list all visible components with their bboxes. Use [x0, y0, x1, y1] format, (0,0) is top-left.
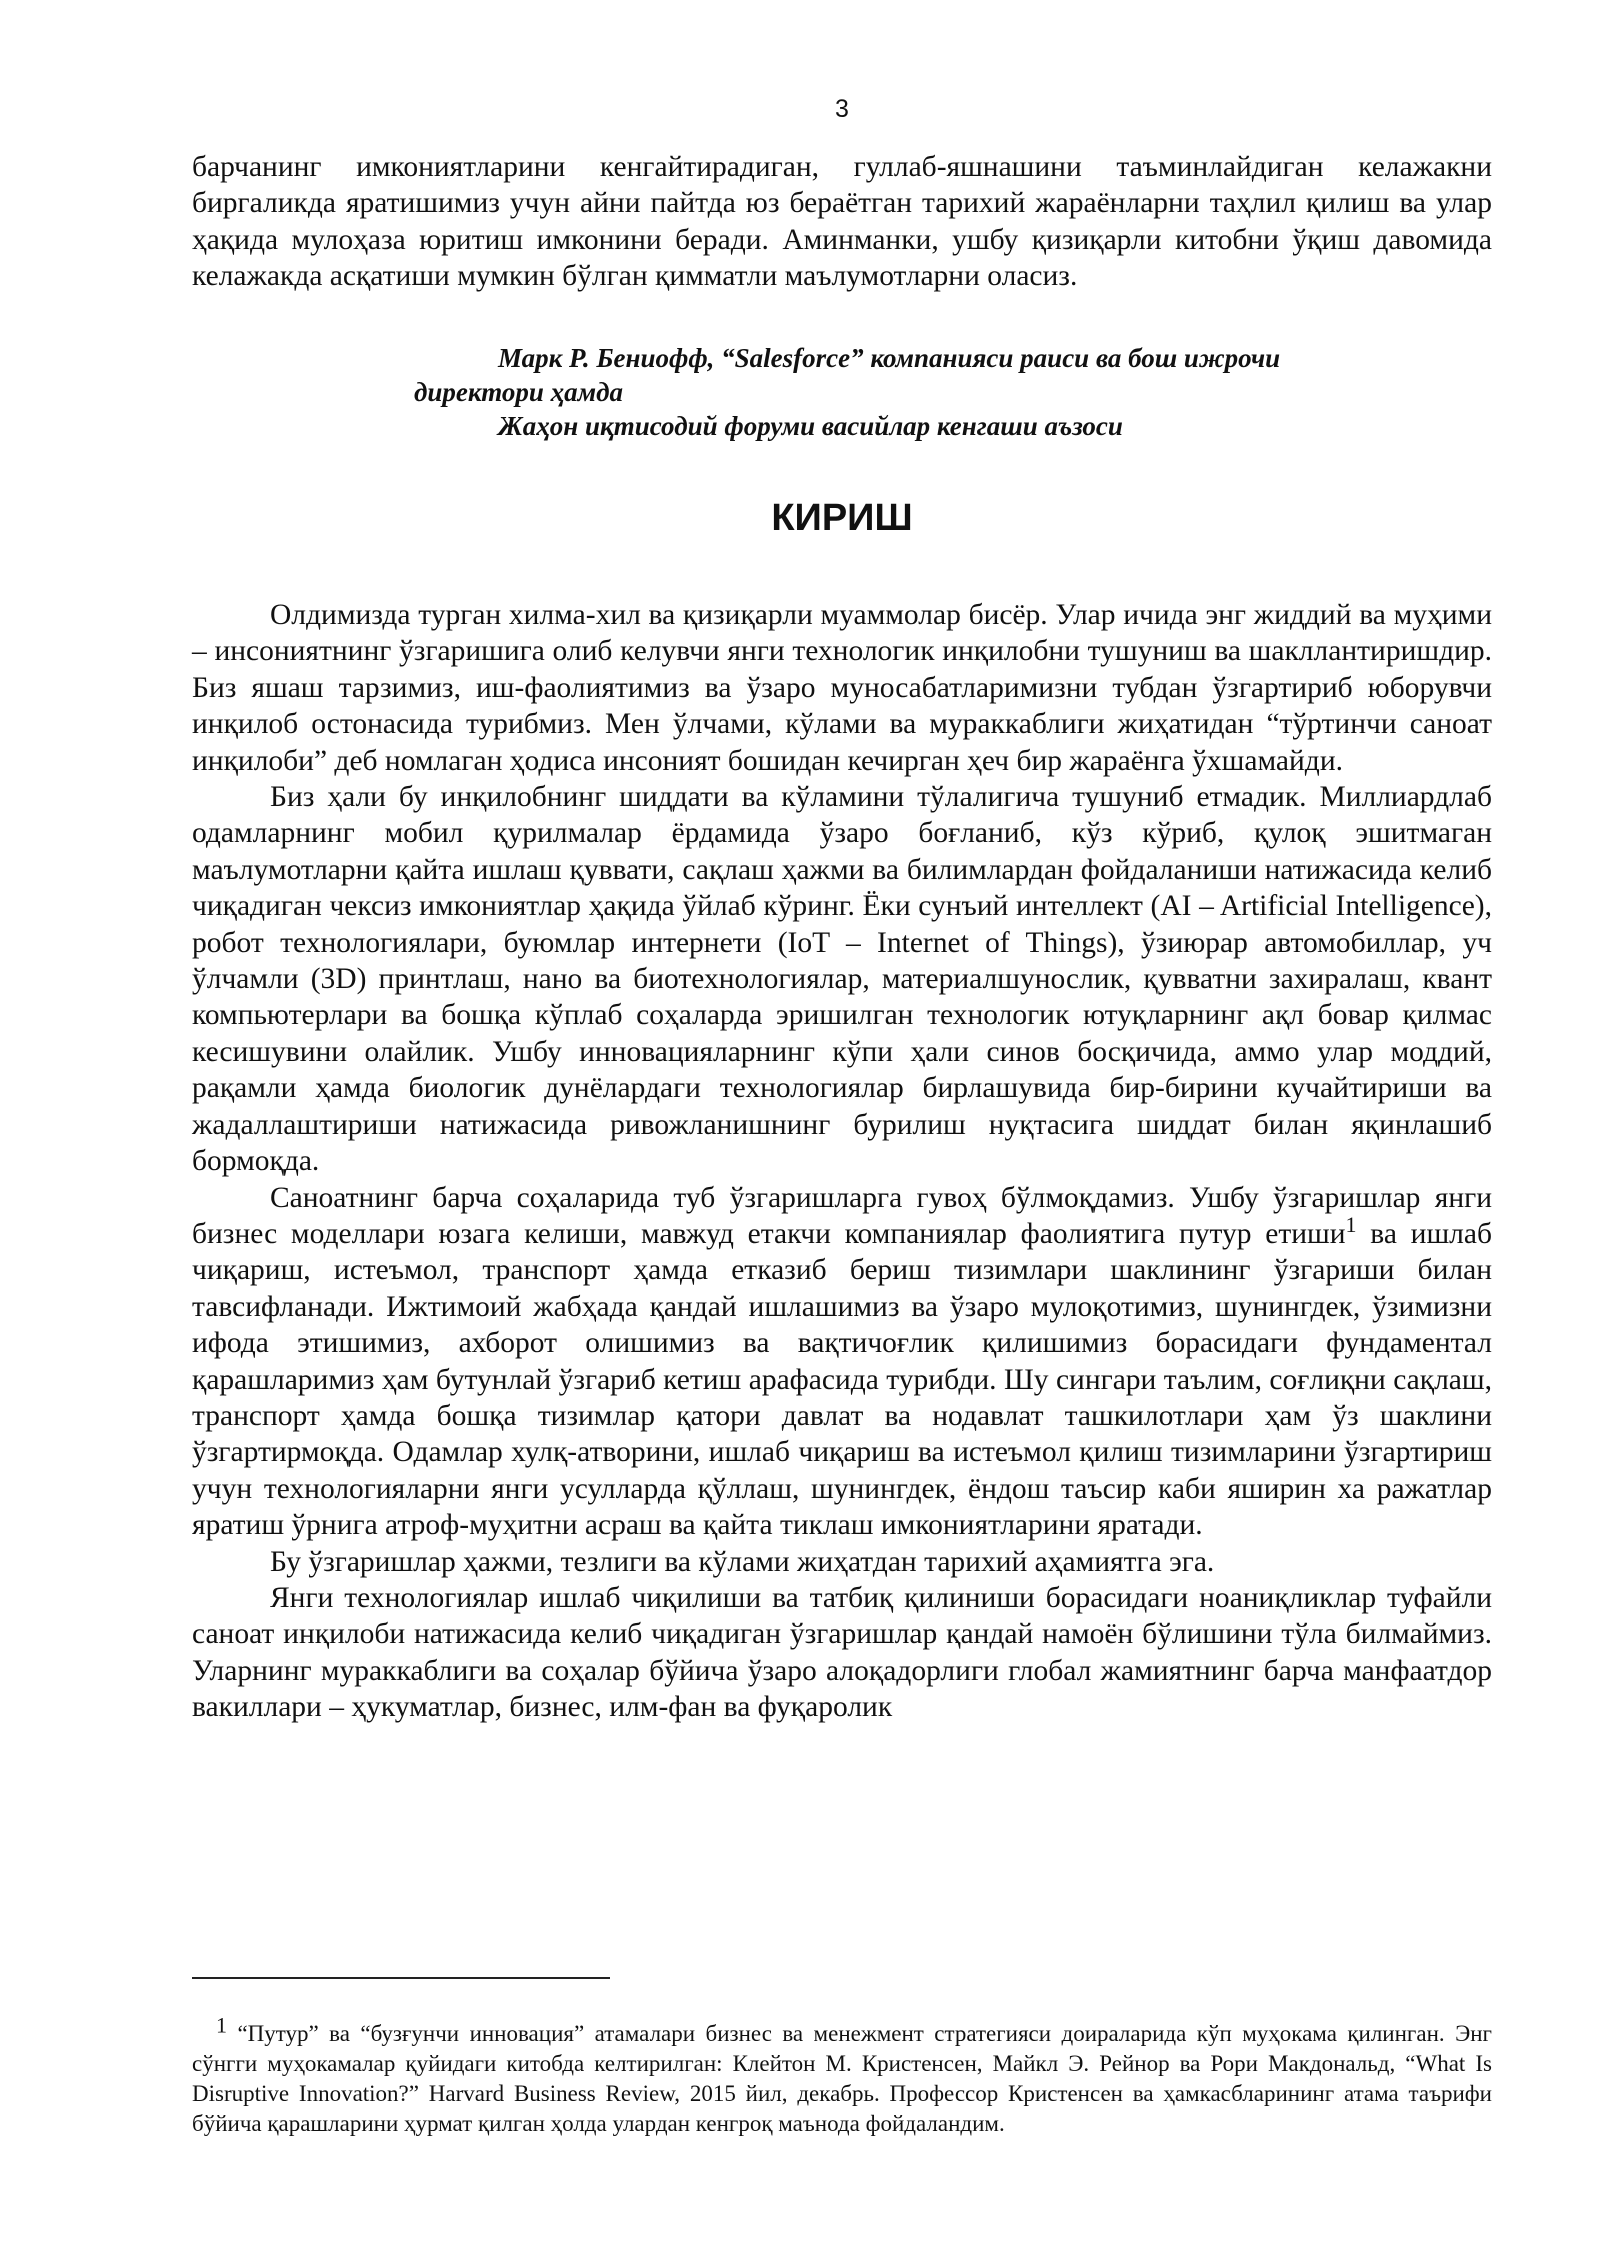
footnote-divider — [192, 1977, 610, 1979]
paragraph-4: Бу ўзгаришлар ҳажми, тезлиги ва кўлами жиҳатдан тарихий аҳамиятга эга. — [270, 1545, 1215, 1578]
footnote — [192, 2012, 1492, 2139]
attribution-line-1: Марк Р. Бениофф, “Salesforce” компанияси раиси ва бош ижрочи — [498, 343, 1281, 373]
footnote-mark: 1 — [216, 2012, 227, 2038]
page-number: 3 — [835, 95, 849, 123]
paragraph-3-start: Саноатнинг барча соҳаларида туб ўзгаришларга гувоҳ бўлмоқдамиз. Ушбу ўзгаришлар янги бизнес моделлари юзага келиши, мавжуд етакчи компаниялар фаолиятига путур етиши — [192, 1181, 1492, 1250]
paragraph-3 — [192, 1180, 1492, 1544]
paragraph-5: Янги технологиялар ишлаб чиқилиши ва татбиқ қилиниши борасидаги ноаниқликлар туфайли саноат инқилоби натижасида келиб чиқадиган ўзгаришлар қандай намоён бўлишини тўла билмаймиз. Уларнинг мураккаблиги ва соҳалар бўйича ўзаро алоқадорлиги глобал жамиятнинг барча манфаатдор вакиллари – ҳукуматлар, бизнес, илм-фан ва фуқаролик — [192, 1581, 1492, 1724]
paragraph-3-rest: ва ишлаб чиқариш, истеъмол, транспорт ҳамда етказиб бериш тизимлари шаклининг ўзгариши билан тавсифланади. Ижтимоий жабҳада қандай ишлашимиз ва ўзаро мулоқотимиз, шунингдек, ўзимизни ифода этишимиз, ахборот олишимиз ва вақтичоғлик қилишимиз борасидаги фундаментал қарашларимиз ҳам бутунлай ўзгариб кетиш арафасида турибди. Шу сингари таълим, соғлиқни сақлаш, транспорт ҳамда бошқа тизимлар қатори давлат ва нодавлат ташкилотлари ҳам ўз шаклини ўзгартирмоқда. Одамлар хулқ-атворини, ишлаб чиқариш ва истеъмол қилиш тизимларини ўзгартириш учун технологияларни янги усулларда қўллаш, шунингдек, ёндош таъсир каби яширин ха ражатлар яратиш ўрнига атроф-муҳитни асраш ва қайта тиклаш имкониятларини яратади. — [192, 1217, 1493, 1542]
body-text — [192, 597, 1492, 1726]
paragraph-2: Биз ҳали бу инқилобнинг шиддати ва кўламини тўлалигича тушуниб етмадик. Миллиардлаб одамларнинг мобил қурилмалар ёрдамида ўзаро боғланиб, кўз кўриб, қулоқ эшитмаган маълумотларни қайта ишлаш қуввати, сақлаш ҳажми ва билимлардан фойдаланиши натижасида келиб чиқадиган чексиз имкониятлар ҳақида ўйлаб кўринг. Ёки сунъий интеллект (AI – Artificial Intelligence), робот технологиялари, буюмлар интернети (IoT – Internet of Things), ўзиюрар автомобиллар, уч ўлчамли (3D) принтлаш, нано ва биотехнологиялар, материалшунослик, қувватни захиралаш, квант компьютерлари ва бошқа кўплаб соҳаларда эришилган технологик ютуқларнинг ақл бовар қилмас кесишувини олайлик. Ушбу инновацияларнинг кўпи ҳали синов босқичида, аммо улар моддий, рақамли ҳамда биологик дунёлардаги технологиялар бирлашувида бир-бирини кучайтириши ва жадаллаштириши натижасида ривожланишнинг бурилиш нуқтасига шиддат билан яқинлашиб бормоқда. — [192, 781, 1492, 1178]
attribution-line-2: директори ҳамда — [414, 377, 624, 407]
footnote-reference[interactable]: 1 — [1345, 1212, 1357, 1238]
attribution-line-3: Жаҳон иқтисодий форуми васийлар кенгаши аъзоси — [498, 411, 1123, 441]
paragraph-1: Олдимизда турган хилма-хил ва қизиқарли муаммолар бисёр. Улар ичида энг жиддий ва муҳими – инсониятнинг ўзгаришига олиб келувчи янги технологик инқилобни тушуниш ва шакллантиришдир. Биз яшаш тарзимиз, иш-фаолиятимиз ва ўзаро муносабатларимизни тубдан ўзгартириб юборувчи инқилоб остонасида турибмиз. Мен ўлчами, кўлами ва мураккаблиги жиҳатидан “тўртинчи саноат инқилоби” деб номлаган ҳодиса инсоният бошидан кечирган ҳеч бир жараёнга ўхшамайди. — [192, 599, 1492, 777]
section-heading: КИРИШ — [771, 497, 913, 539]
footnote-text: “Путур” ва “бузғунчи инновация” атамалари бизнес ва менежмент стратегияси доираларида кўп муҳокама қилинган. Энг сўнгги муҳокамалар қуйидаги китобда келтирилган: Клейтон М. Кристенсен, Майкл Э. Рейнор ва Рори Макдональд, “What Is Disruptive Innovation?” Harvard Business Review, 2015 йил, декабрь. Профессор Кристенсен ва ҳамкасбларининг атама таърифи бўйича қарашларини ҳурмат қилган ҳолда улардан кенгроқ маънода фойдаландим. — [192, 2021, 1492, 2136]
intro-paragraph: барчанинг имкониятларини кенгайтирадиган, гуллаб-яшнашини таъминлайдиган келажакни биргаликда яратишимиз учун айни пайтда юз бераётган тарихий жараёнларни таҳлил қилиш ва улар ҳақида мулоҳаза юритиш имконини беради. Аминманки, ушбу қизиқарли китобни ўқиш давомида келажакда асқатиши мумкин бўлган қимматли маълумотларни оласиз. — [192, 151, 1492, 293]
